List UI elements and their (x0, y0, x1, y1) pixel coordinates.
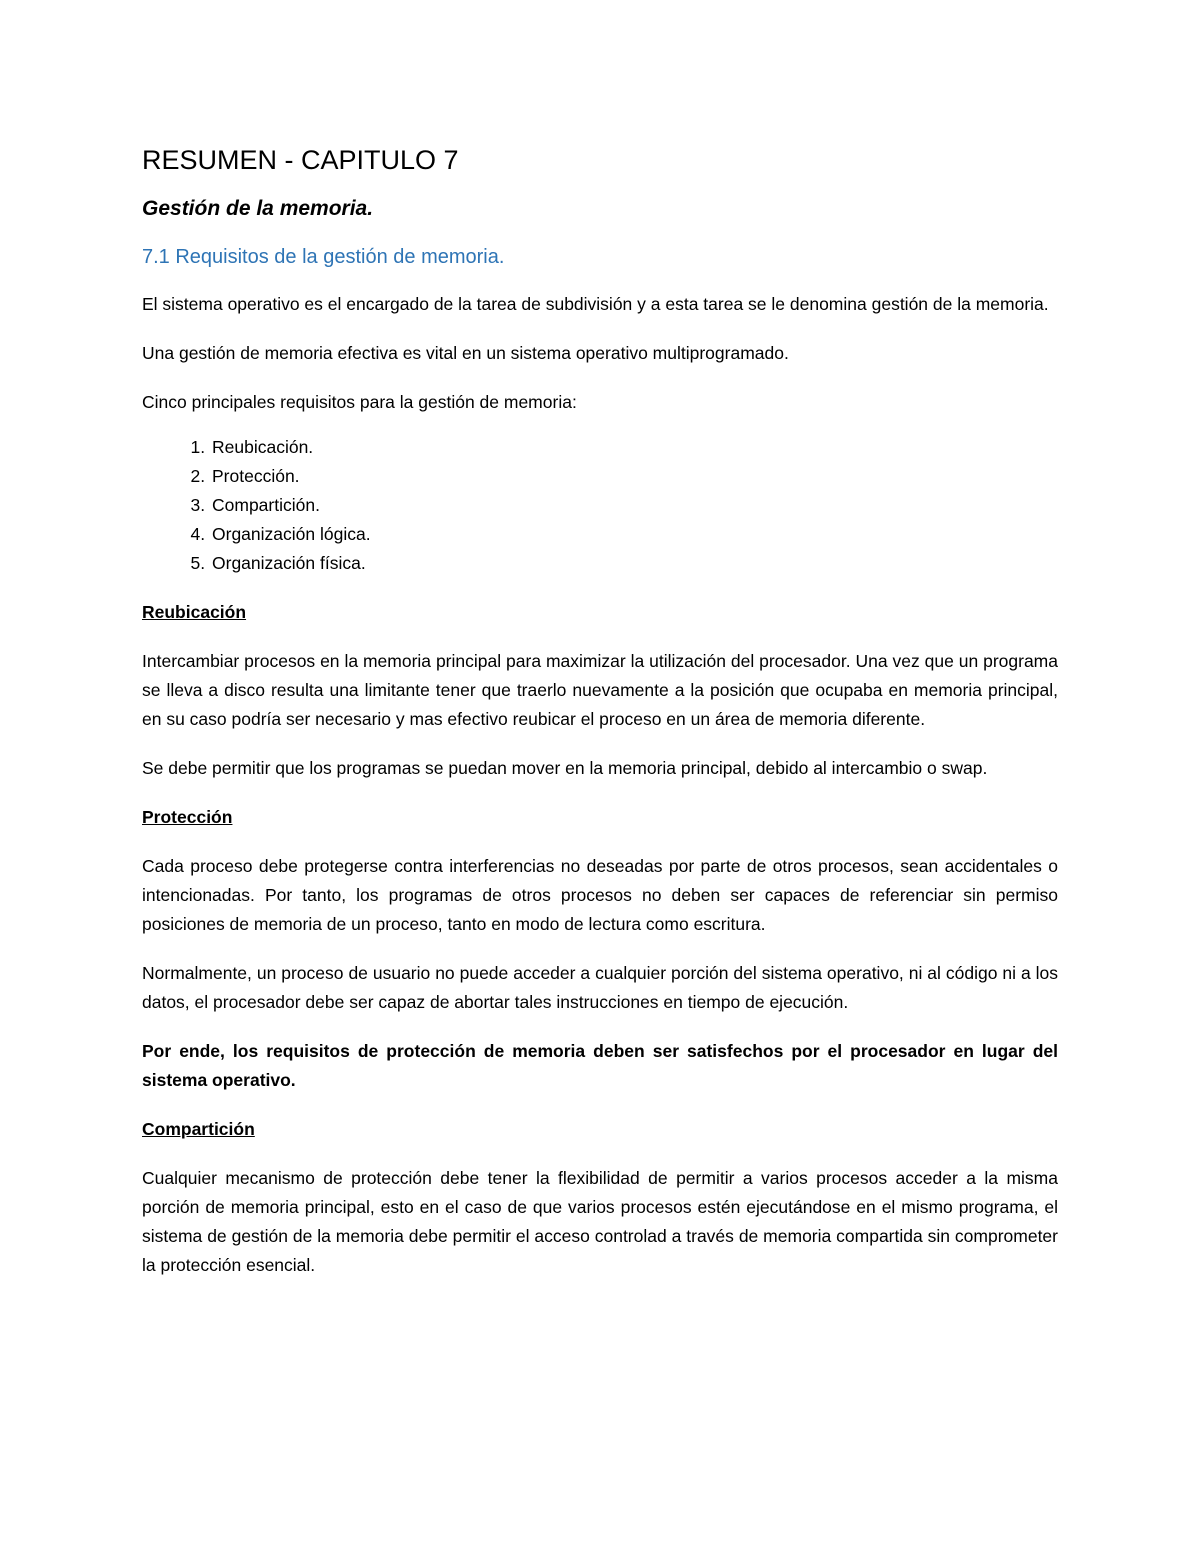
requirements-list (142, 433, 1058, 578)
document-title: RESUMEN - CAPITULO 7 (142, 145, 459, 175)
reubicacion-paragraph: Se debe permitir que los programas se puedan mover en la memoria principal, debido al intercambio o swap. (142, 758, 988, 778)
section-heading: 7.1 Requisitos de la gestión de memoria. (142, 246, 505, 268)
requirement-item: 3. Compartición. (210, 491, 1058, 520)
intro-paragraph: El sistema operativo es el encargado de la tarea de subdivisión y a esta tarea se le denomina gestión de la memoria. (142, 294, 1049, 314)
intro-paragraph: Cinco principales requisitos para la gestión de memoria: (142, 392, 577, 412)
requirement-item: 4. Organización lógica. (210, 520, 1058, 549)
proteccion-heading: Protección (142, 807, 233, 827)
proteccion-bold-paragraph: Por ende, los requisitos de protección de memoria deben ser satisfechos por el procesador en lugar del sistema operativo. (142, 1041, 1058, 1090)
requirement-item: 1. Reubicación. (210, 433, 1058, 462)
comparticion-paragraph: Cualquier mecanismo de protección debe tener la flexibilidad de permitir a varios procesos acceder a la misma porción de memoria principal, esto en el caso de que varios procesos estén ejecutándose en el mismo programa, el sistema de gestión de la memoria debe permitir el acceso controlad a través de memoria compartida sin comprometer la protección esencial. (142, 1168, 1058, 1275)
requirement-item: 2. Protección. (210, 462, 1058, 491)
proteccion-paragraph: Cada proceso debe protegerse contra interferencias no deseadas por parte de otros procesos, sean accidentales o intencionadas. Por tanto, los programas de otros procesos no deben ser capaces de referenciar sin permiso posiciones de memoria de un proceso, tanto en modo de lectura como escritura. (142, 856, 1058, 934)
intro-paragraph: Una gestión de memoria efectiva es vital en un sistema operativo multiprogramado. (142, 343, 789, 363)
requirement-item: 5. Organización física. (210, 549, 1058, 578)
proteccion-paragraph: Normalmente, un proceso de usuario no puede acceder a cualquier porción del sistema operativo, ni al código ni a los datos, el procesador debe ser capaz de abortar tales instrucciones en tiempo de ejecución. (142, 963, 1058, 1012)
reubicacion-heading: Reubicación (142, 602, 247, 622)
document-subtitle: Gestión de la memoria. (142, 197, 374, 220)
document-page (142, 140, 1058, 1300)
reubicacion-paragraph: Intercambiar procesos en la memoria principal para maximizar la utilización del procesador. Una vez que un programa se lleva a disco resulta una limitante tener que traerlo nuevamente a la posición que ocupaba en memoria principal, en su caso podría ser necesario y mas efectivo reubicar el proceso en un área de memoria diferente. (142, 651, 1058, 729)
comparticion-heading: Compartición (142, 1119, 255, 1139)
